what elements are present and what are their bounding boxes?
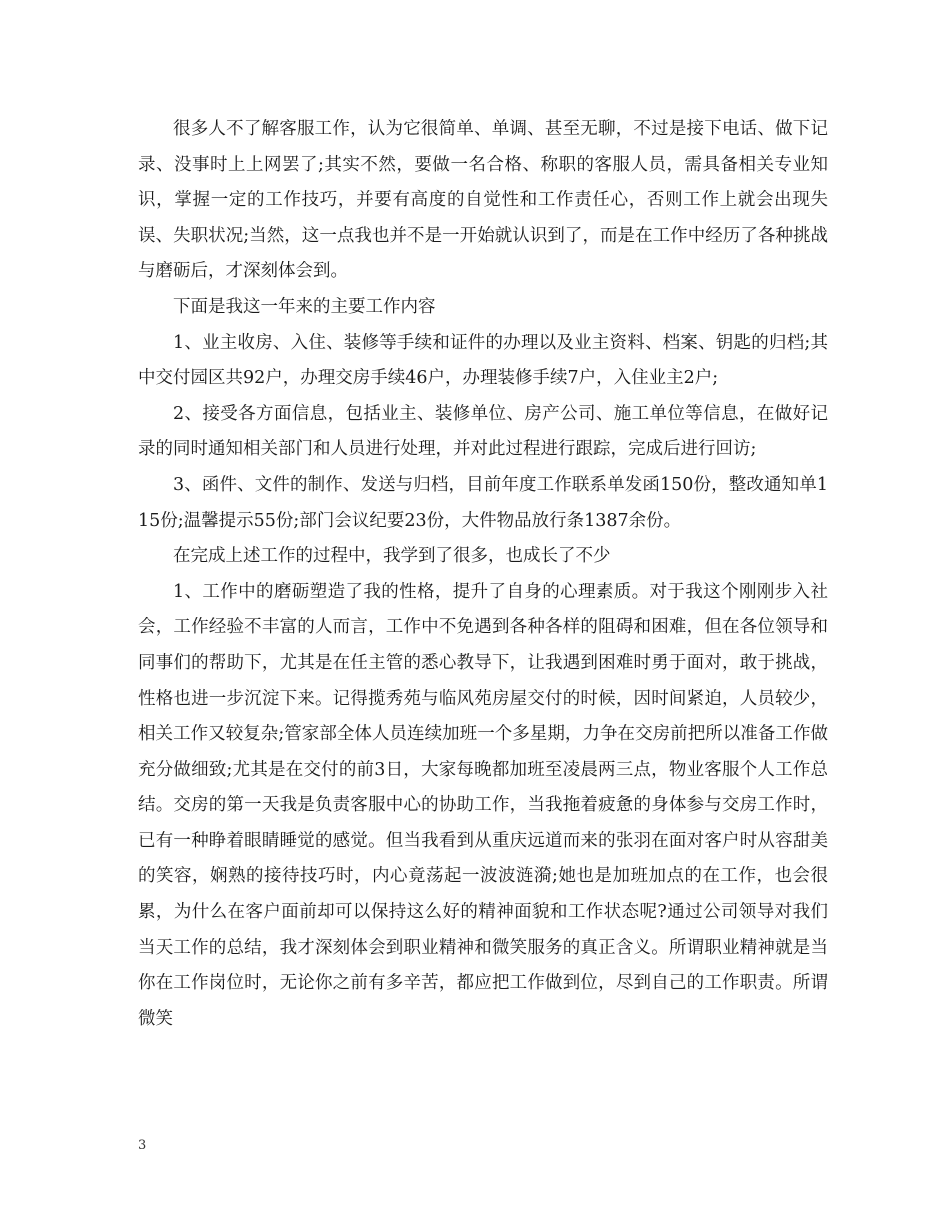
page-number: 3 (138, 1138, 147, 1153)
paragraph-growth-heading: 在完成上述工作的过程中，我学到了很多，也成长了不少 (173, 546, 611, 567)
paragraph-growth-1: 1、工作中的磨砺塑造了我的性格，提升了自身的心理素质。对于我这个刚刚步入社会，工作经验不丰富的人而言，工作中不免遇到各种各样的阻碍和困难，但在各位领导和同事们的帮助下，尤其是在任主管的悉心教导下，让我遇到困难时勇于面对，敢于挑战，性格也进一步沉淀下来。记得揽秀苑与临风苑房屋交付的时候，因时间紧迫，人员较少，相关工作又较复杂;管家部全体人员连续加班一个多星期，力争在交房前把所以准备工作做充分做细致;尤其是在交付的前3日，大家每晚都加班至凌晨两三点，物业客服个人工作总结。交房的第一天我是负责客服中心的协助工作，当我拖着疲惫的身体参与交房工作时，已有一种睁着眼睛睡觉的感觉。但当我看到从重庆远道而来的张羽在面对客户时从容甜美的笑容，娴熟的接待技巧时，内心竟荡起一波波涟漪;她也是加班加点的在工作，也会很累，为什么在客户面前却可以保持这么好的精神面貌和工作状态呢?通过公司领导对我们当天工作的总结，我才深刻体会到职业精神和微笑服务的真正含义。所谓职业精神就是当你在工作岗位时，无论你之前有多辛苦，都应把工作做到位，尽到自己的工作职责。所谓微笑 (138, 581, 828, 1029)
paragraph-item-1: 1、业主收房、入住、装修等手续和证件的办理以及业主资料、档案、钥匙的归档;其中交付园区共92户，办理交房手续46户，办理装修手续7户，入住业主2户; (138, 332, 828, 389)
paragraph-intro: 很多人不了解客服工作，认为它很简单、单调、甚至无聊，不过是接下电话、做下记录、没事时上上网罢了;其实不然，要做一名合格、称职的客服人员，需具备相关专业知识，掌握一定的工作技巧，并要有高度的自觉性和工作责任心，否则工作上就会出现失误、失职状况;当然，这一点我也并不是一开始就认识到了，而是在工作中经历了各种挑战与磨砺后，才深刻体会到。 (138, 119, 828, 282)
body-text (138, 112, 828, 1037)
paragraph-item-2: 2、接受各方面信息，包括业主、装修单位、房产公司、施工单位等信息，在做好记录的同时通知相关部门和人员进行处理，并对此过程进行跟踪，完成后进行回访; (138, 403, 828, 460)
paragraph-item-3: 3、函件、文件的制作、发送与归档，目前年度工作联系单发函150份，整改通知单115份;温馨提示55份;部门会议纪要23份，大件物品放行条1387余份。 (138, 474, 828, 531)
paragraph-work-heading: 下面是我这一年来的主要工作内容 (173, 296, 436, 317)
